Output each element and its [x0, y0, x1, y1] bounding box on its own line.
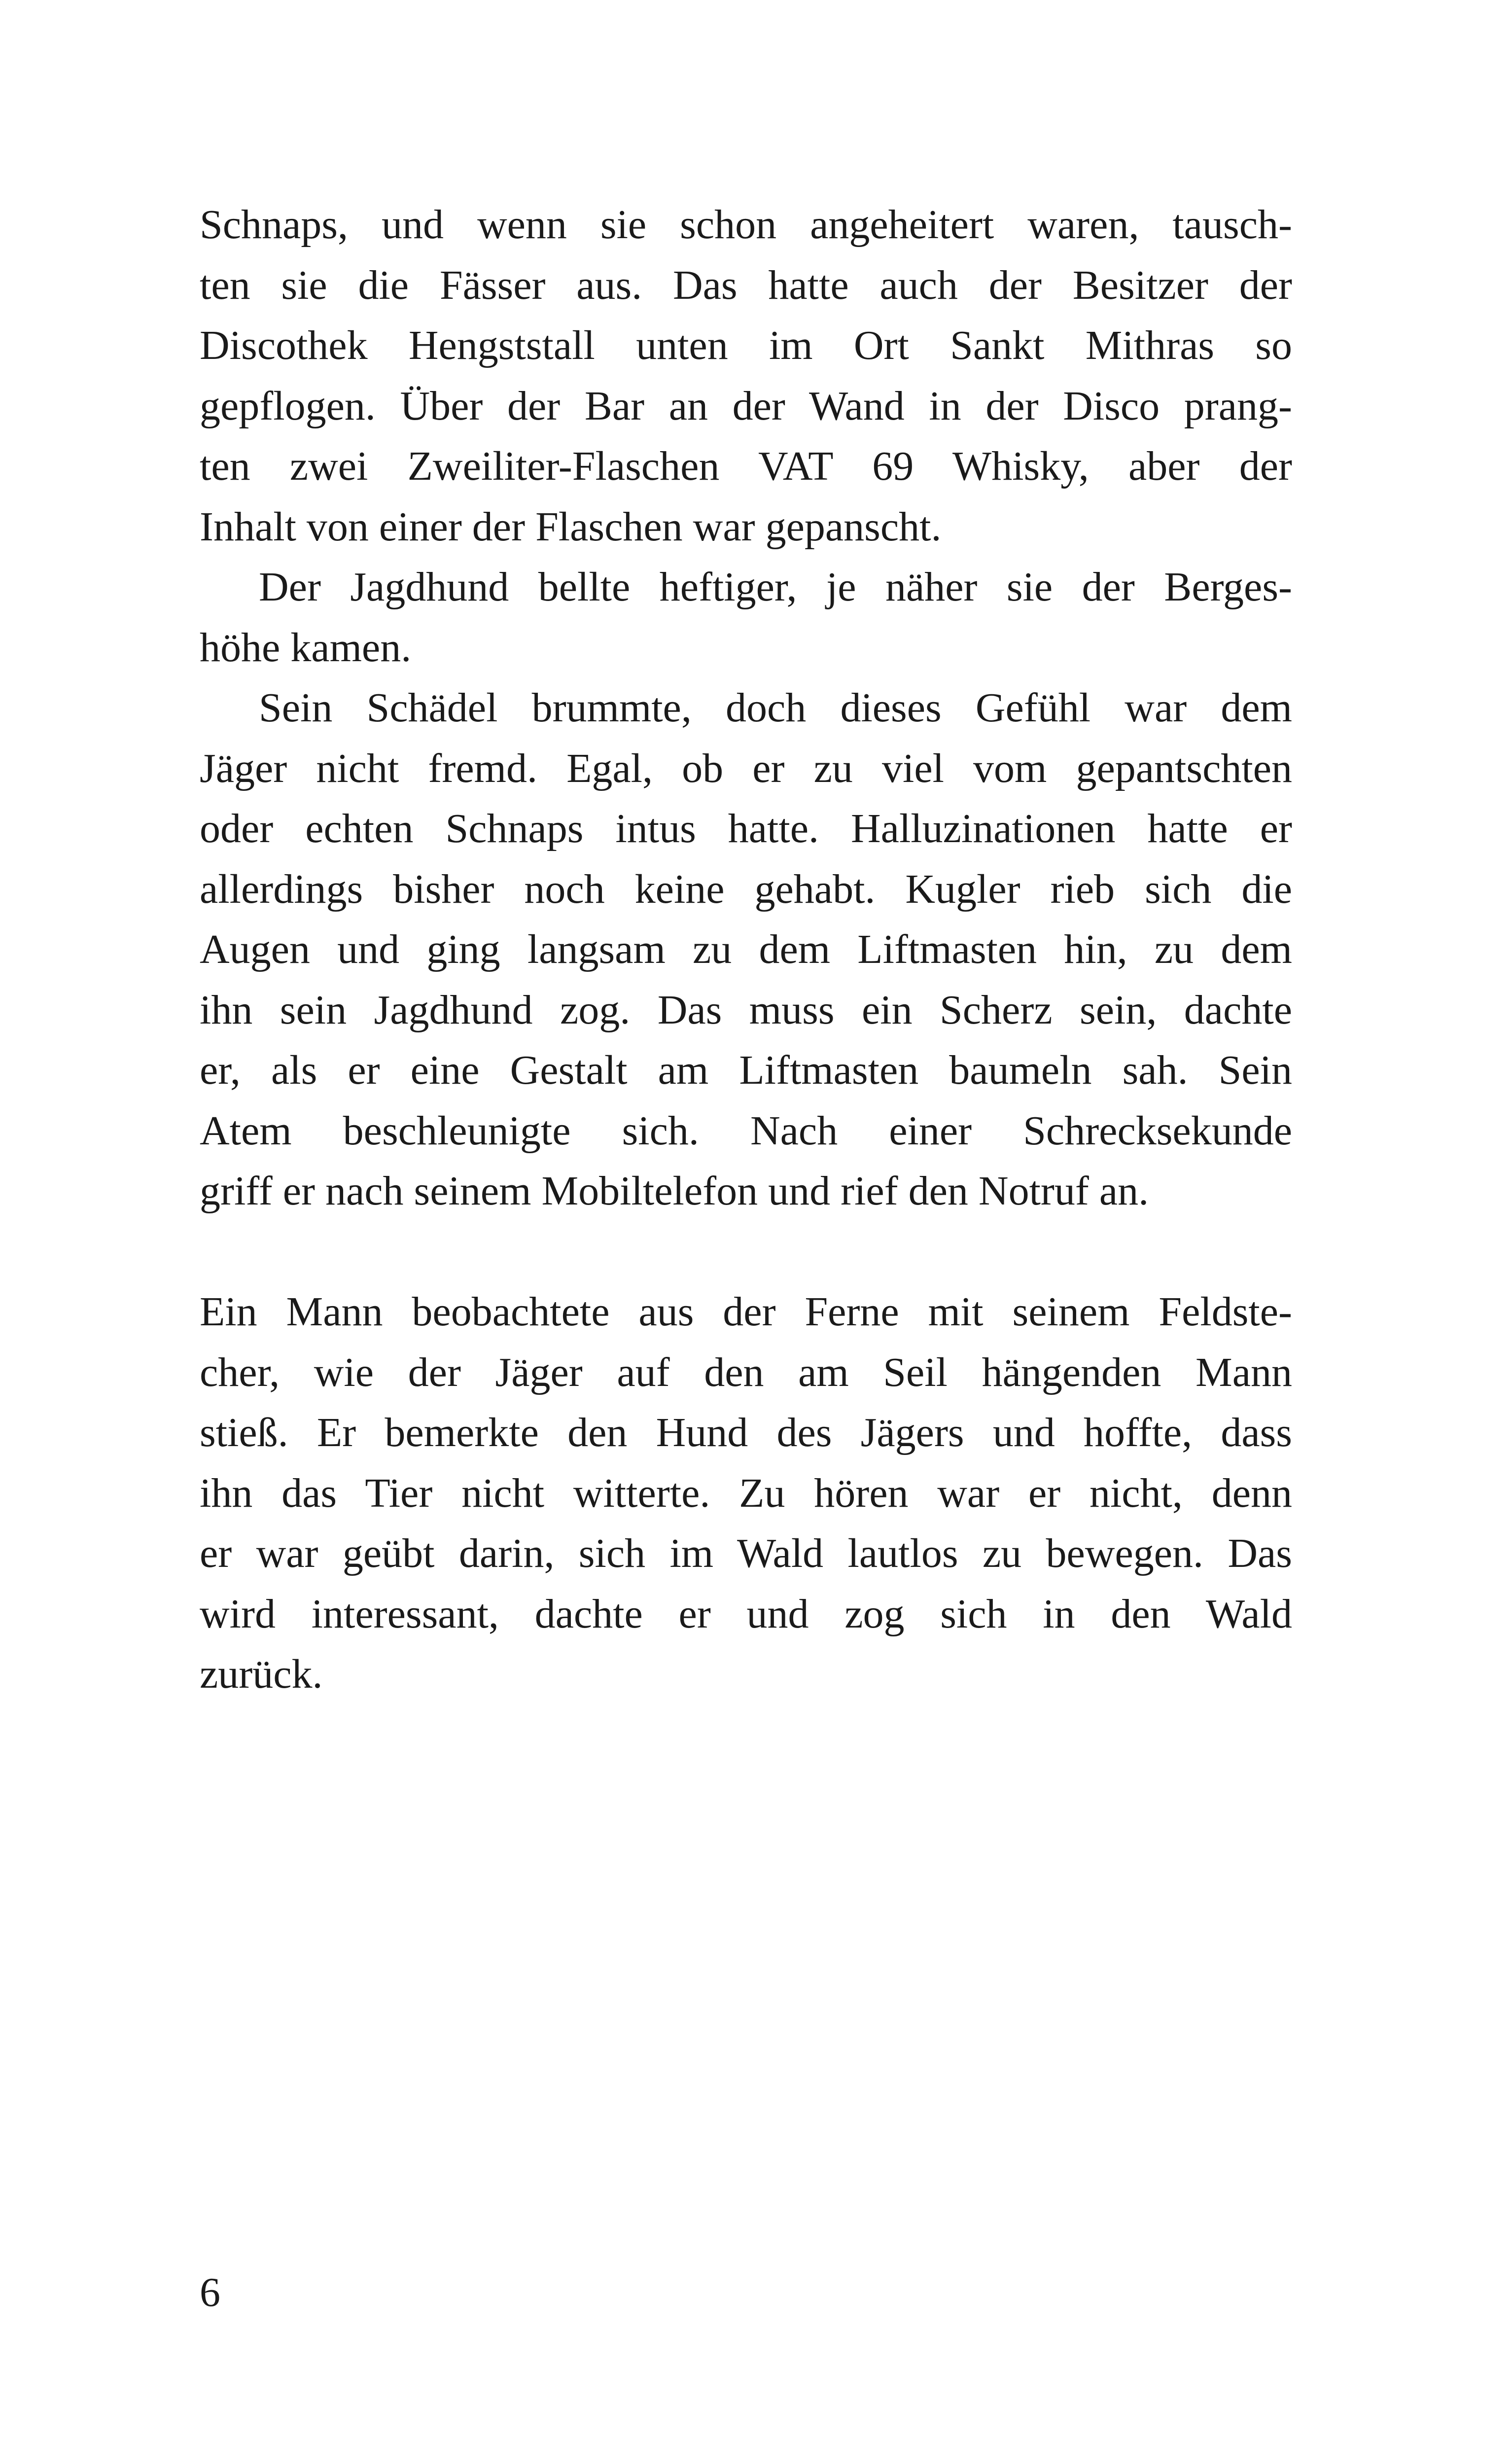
text-line: allerdings bisher noch keine gehabt. Kugler rieb sich die	[200, 866, 1292, 912]
text-line: zurück.	[200, 1651, 323, 1697]
text-line: gepflogen. Über der Bar an der Wand in der Disco prang-	[200, 383, 1292, 429]
text-line: stieß. Er bemerkte den Hund des Jägers und hoffte, dass	[200, 1410, 1292, 1455]
text-line: Schnaps, und wenn sie schon angeheitert waren, tausch-	[200, 202, 1292, 248]
text-line: er war geübt darin, sich im Wald lautlos zu bewegen. Das	[200, 1530, 1292, 1576]
text-line: ten zwei Zweiliter-Flaschen VAT 69 Whisky, aber der	[200, 443, 1292, 489]
text-line: oder echten Schnaps intus hatte. Halluzinationen hatte er	[200, 806, 1292, 851]
text-line: griff er nach seinem Mobiltelefon und rief den Notruf an.	[200, 1168, 1149, 1214]
text-line: Augen und ging langsam zu dem Liftmasten hin, zu dem	[200, 926, 1292, 972]
text-line: Der Jagdhund bellte heftiger, je näher sie der Berges-	[259, 564, 1292, 610]
text-line: wird interessant, dachte er und zog sich in den Wald	[200, 1591, 1292, 1637]
text-line: Atem beschleunigte sich. Nach einer Schrecksekunde	[200, 1107, 1292, 1154]
text-line: ihn sein Jagdhund zog. Das muss ein Scherz sein, dachte	[200, 987, 1292, 1033]
text-line: Sein Schädel brummte, doch dieses Gefühl war dem	[259, 685, 1292, 731]
text-line: Jäger nicht fremd. Egal, ob er zu viel vom gepantschten	[200, 745, 1292, 791]
text-line: Inhalt von einer der Flaschen war gepanscht.	[200, 503, 942, 550]
text-line: ten sie die Fässer aus. Das hatte auch der Besitzer der	[200, 262, 1292, 308]
text-line: höhe kamen.	[200, 624, 412, 671]
page-number: 6	[200, 2269, 220, 2315]
text-line: Discothek Hengststall unten im Ort Sankt Mithras so	[200, 322, 1292, 368]
text-line: cher, wie der Jäger auf den am Seil hängenden Mann	[200, 1349, 1292, 1395]
text-line: Ein Mann beobachtete aus der Ferne mit seinem Feldste-	[200, 1289, 1292, 1335]
paragraph	[200, 195, 1292, 557]
paragraph	[200, 1282, 1292, 1705]
text-line: ihn das Tier nicht witterte. Zu hören war er nicht, denn	[200, 1470, 1292, 1516]
text-line: er, als er eine Gestalt am Liftmasten baumeln sah. Sein	[200, 1047, 1292, 1093]
body-text	[200, 195, 1292, 1705]
paragraph	[200, 557, 1292, 678]
section-break	[200, 1222, 1292, 1282]
paragraph	[200, 678, 1292, 1222]
